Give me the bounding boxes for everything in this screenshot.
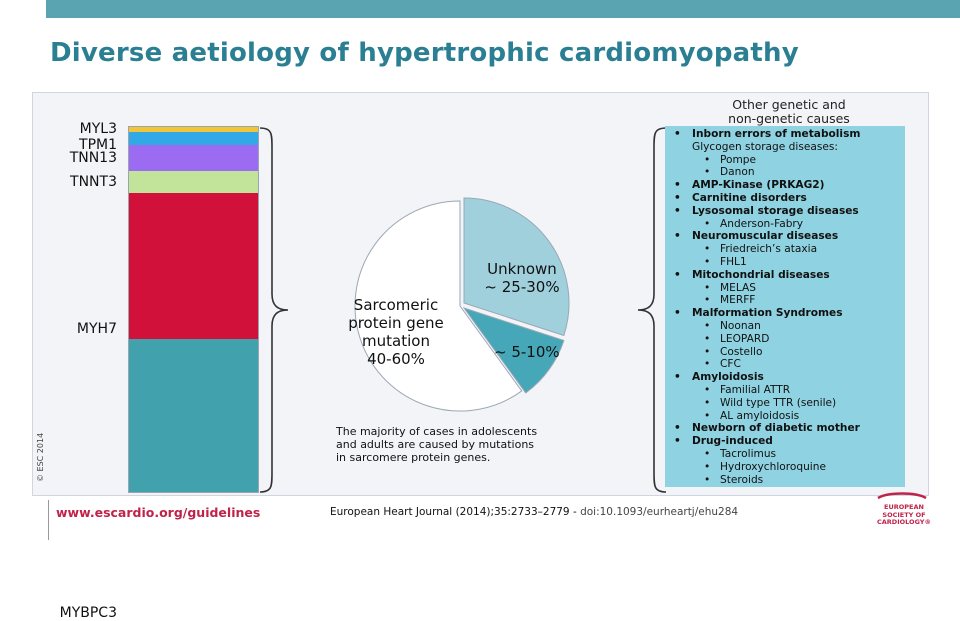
bar-segment-tnnt3 xyxy=(129,171,258,193)
top-bar-gap xyxy=(0,0,46,18)
cause-subitem: • Noonan xyxy=(672,320,908,333)
pie-label-unknown-line: Unknown xyxy=(487,260,557,278)
cause-category: • Newborn of diabetic mother xyxy=(672,422,908,435)
pie-label-other: ~ 5-10% xyxy=(494,343,560,361)
bar-label-tnnt3: TNNT3 xyxy=(70,173,117,190)
esc-logo-line: EUROPEAN xyxy=(884,503,924,511)
right-brace xyxy=(634,126,668,494)
guidelines-link[interactable]: www.escardio.org/guidelines xyxy=(56,505,261,520)
cause-category: • Malformation Syndromes xyxy=(672,307,908,320)
cause-subitem: • Wild type TTR (senile) xyxy=(672,397,908,410)
bar-segment-myl3 xyxy=(129,127,258,132)
journal-citation: European Heart Journal (2014);35:2733–2779 - xyxy=(330,506,581,518)
pie-label-sarcomeric xyxy=(330,296,462,368)
cause-subitem: • Pompe xyxy=(672,154,908,167)
cause-category: • Carnitine disorders xyxy=(672,192,908,205)
cause-subitem: • Hydroxychloroquine xyxy=(672,461,908,474)
causes-header-line: Other genetic and xyxy=(732,97,846,112)
causes-list xyxy=(672,128,908,486)
majority-note xyxy=(336,425,537,464)
cause-category: • Drug-induced xyxy=(672,435,908,448)
cause-subitem: • Tacrolimus xyxy=(672,448,908,461)
cause-subitem: • FHL1 xyxy=(672,256,908,269)
cause-subitem: • Costello xyxy=(672,346,908,359)
cause-subitem: • Anderson-Fabry xyxy=(672,218,908,231)
cause-category: • Neuromuscular diseases xyxy=(672,230,908,243)
cause-subitem: • Steroids xyxy=(672,474,908,487)
esc-logo-line: SOCIETY OF xyxy=(882,510,926,519)
bar-label-myl3: MYL3 xyxy=(79,120,117,137)
bar-segment-tnn13 xyxy=(129,145,258,171)
journal-doi: doi:10.1093/eurheartj/ehu284 xyxy=(580,506,739,518)
cause-category: • AMP-Kinase (PRKAG2) xyxy=(672,179,908,192)
footer-divider xyxy=(48,500,49,540)
copyright-label: © ESC 2014 xyxy=(36,432,45,482)
causes-header xyxy=(668,98,910,126)
esc-logo-text xyxy=(862,504,946,527)
bar-segment-tpm1 xyxy=(129,132,258,145)
pie-label-sarcomeric-line: mutation xyxy=(362,332,430,350)
pie-label-sarcomeric-line: 40-60% xyxy=(367,350,425,368)
cause-subitem: • Friedreich’s ataxia xyxy=(672,243,908,256)
cause-category: • Lysosomal storage diseases xyxy=(672,205,908,218)
bar-segment-mybpc3 xyxy=(129,339,258,492)
pie-label-unknown xyxy=(466,260,578,296)
cause-subitem: • AL amyloidosis xyxy=(672,410,908,423)
cause-subitem: • MELAS xyxy=(672,282,908,295)
esc-logo-line: CARDIOLOGY® xyxy=(877,518,931,526)
bar-label-tpm1: TPM1 xyxy=(79,136,117,153)
cause-subitem: • Familial ATTR xyxy=(672,384,908,397)
causes-header-line: non-genetic causes xyxy=(728,111,850,126)
cause-subitem: • Danon xyxy=(672,166,908,179)
cause-category: • Mitochondrial diseases xyxy=(672,269,908,282)
stacked-bar xyxy=(128,126,259,493)
pie-label-unknown-line: ~ 25-30% xyxy=(484,278,560,296)
cause-subitem: • LEOPARD xyxy=(672,333,908,346)
note-line: in sarcomere protein genes. xyxy=(336,451,491,464)
pie-label-sarcomeric-line: Sarcomeric xyxy=(353,296,439,314)
cause-subitem: • CFC xyxy=(672,358,908,371)
pie-label-sarcomeric-line: protein gene xyxy=(348,314,444,332)
note-line: The majority of cases in adolescents xyxy=(336,425,538,438)
slide-title: Diverse aetiology of hypertrophic cardiomyopathy xyxy=(50,38,799,68)
bar-segment-myh7 xyxy=(129,193,258,339)
cause-category: • Inborn errors of metabolism xyxy=(672,128,908,141)
bar-label-tnn13: TNN13 xyxy=(69,150,117,167)
bar-label-myh7: MYH7 xyxy=(76,320,117,337)
note-line: and adults are caused by mutations xyxy=(336,438,535,451)
cause-category: • Amyloidosis xyxy=(672,371,908,384)
cause-subitem: • MERFF xyxy=(672,294,908,307)
cause-description: Glycogen storage diseases: xyxy=(692,140,838,153)
left-brace xyxy=(258,126,292,494)
top-bar xyxy=(46,0,960,18)
journal-reference xyxy=(330,506,738,518)
bar-label-mybpc3: MYBPC3 xyxy=(59,604,117,621)
